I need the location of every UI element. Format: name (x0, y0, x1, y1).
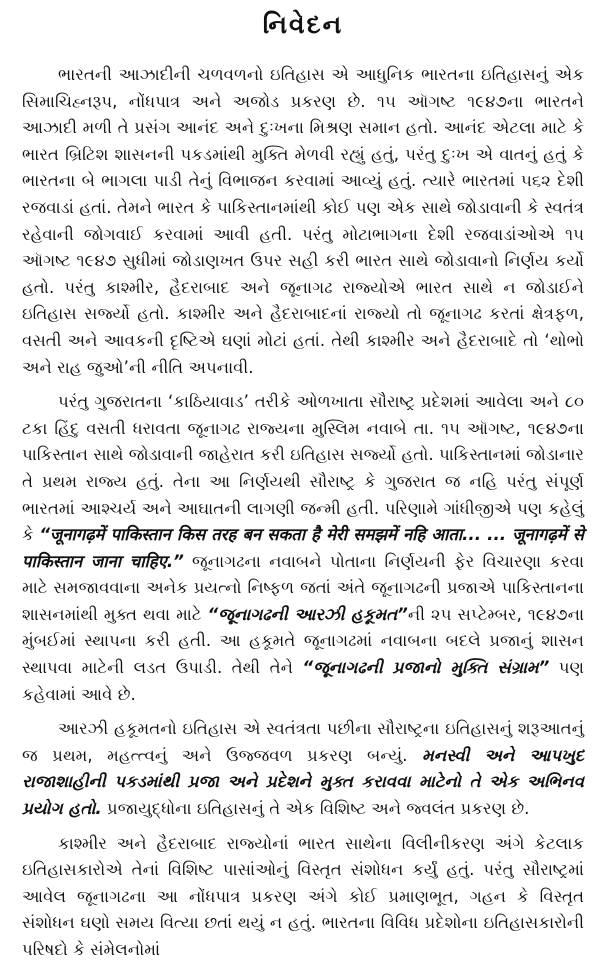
paragraph-text: પરંતુ ગુજરાતના ‘કાઠિયાવાડ’ તરીકે ઓળખાતા સૌરાષ્ટ્ર પ્રદેશમાં આવેલા અને ૮૦ ટકા હિંદુ વસતી ધરાવતા જૂનાગઢ રાજ્યના મુસ્લિમ નવાબે તા. ૧૫ ઑગષ્ટ, ૧૯૪૭ના પાકિસ્તાન સાથે જોડાવાની જાહેરાત કરી ઇતિહાસ સર્જ્યો હતો. પાકિસ્તાનમાં જોડાનાર તે પ્રથમ રાજ્ય હતું. તેના આ નિર્ણયથી સૌરાષ્ટ્ર કે ગુજરાત જ નહિ પરંતુ સંપૂર્ણ ભારતમાં આશ્ચર્ય અને આઘાતની લાગણી જન્મી હતી. પરિણામે ગાંધીજીએ પણ કહેલું કે (22, 392, 584, 545)
paragraph-text: ની ૨૫ સપ્ટેમ્બર, ૧૯૪૭ના મુંબઈમાં સ્થાપના કરી હતી. આ હકૂમતે જૂનાગઢમાં નવાબના બદલે પ્રજાનું શાસન સ્થાપવા માટેની લડત ઉપાડી. તેથી તેને (22, 604, 585, 678)
paragraph-text: પ્રજાયુદ્ધોના ઇતિહાસનું તે એક વિશિષ્ટ અને જ્વલંત પ્રકરણ છે. (101, 799, 530, 819)
emphasis-sentence: મનસ્વી અને આપખુદ રાજાશાહીની પકડમાંથી પ્રજા અને પ્રદેશને મુક્ત કરાવવા માટેનો તે એક અભિનવ પ્રયોગ હતો. (22, 745, 585, 819)
gandhi-quote: “जूनागढ़में पाकिस्तान किस तरह बन सकता है मेरी समझमें नहि आता... ... जूनागढ़में से पाकिस्तान जाना चाहिए.” (22, 525, 584, 571)
page-title: નિવેદન (262, 10, 344, 39)
paragraph-text: કાશ્મીર અને હૈદરાબાદ રાજ્યોનાં ભારત સાથેના વિલીનીકરણ અંગે કેટલાક ઇતિહાસકારોએ તેનાં વિશિષ્ટ પાસાંઓનું વિસ્તૃત સંશોધન કર્યું હતું. પરંતુ સૌરાષ્ટ્રમાં આવેલ જૂનાગઢના આ નોંધપાત્ર પ્રકરણ અંગે કોઈ પ્રમાણભૂત, ગહન કે વિસ્તૃત સંશોધન ઘણો સમય વિત્યા છતાં થયું ન હતું. ભારતના વિવિધ પ્રદેશોના ઇતિહાસકારોની પરિષદો કે સંમેલનોમાં (22, 833, 584, 959)
arzi-hakumat-term: “જૂનાગઢની આરઝી હકૂમત” (207, 604, 408, 624)
paragraph-4 (22, 831, 584, 964)
paragraph-text: જૂનાગઢના નવાબને પોતાના નિર્ણયની ફેર વિચારણા કરવા માટે સમજાવવાના અનેક પ્રયત્નો નિષ્ફળ જતાં અંતે જૂનાગઢની પ્રજાએ પાકિસ્તાનના શાસનમાંથી મુક્ત થવા માટે (22, 551, 585, 624)
paragraph-3 (22, 716, 584, 822)
paragraph-1 (22, 62, 584, 381)
paragraph-2 (22, 389, 584, 708)
mukti-sangram-term: “જૂનાગઢની પ્રજાનો મુક્તિ સંગ્રામ” (302, 658, 550, 678)
paragraph-text: પણ કહેવામાં આવે છે. (22, 658, 584, 704)
paragraph-text: ભારતની આઝાદીની ચળવળનો ઇતિહાસ એ આધુનિક ભારતના ઇતિહાસનું એક સિમાચિહ્નરૂપ, નોંધપાત્ર અને અજોડ પ્રકરણ છે. ૧૫ ઑગષ્ટ ૧૯૪૭ના ભારતને આઝાદી મળી તે પ્રસંગ આનંદ અને દુઃખના મિશ્રણ સમાન હતો. આનંદ એટલા માટે કે ભારત બ્રિટિશ શાસનની પકડમાંથી મુક્તિ મેળવી રહ્યું હતું, પરંતુ દુઃખ એ વાતનું હતું કે ભારતના બે ભાગલા પાડી તેનું વિભાજન કરવામાં આવ્યું હતું. ત્યારે ભારતમાં ૫૬૨ દેશી રજવાડાં હતાં. તેમને ભારત કે પાકિસ્તાનમાંથી કોઈ પણ એક સાથે જોડાવાની કે સ્વતંત્ર રહેવાની જોગવાઈ કરવામાં આવી હતી. પરંતુ મોટાભાગના દેશી રજવાડાંઓએ ૧૫ ઑગષ્ટ ૧૯૪૭ સુધીમાં જોડાણખત ઉપર સહી કરી ભારત સાથે જોડાવાનો નિર્ણય કર્યો હતો. પરંતુ કાશ્મીર, હૈદરાબાદ અને જૂનાગઢ રાજ્યોએ ભારત સાથે ન જોડાઈને ઇતિહાસ સર્જ્યો હતો. કાશ્મીર અને હૈદરાબાદનાં રાજ્યો તો જૂનાગઢ કરતાં ક્ષેત્રફળ, વસતી અને આવકની દૃષ્ટિએ ઘણાં મોટાં હતાં. તેથી કાશ્મીર અને હૈદરાબાદે તો ‘થોભો અને રાહ જુઓ’ની નીતિ અપનાવી. (22, 65, 585, 377)
paragraph-text: આરઝી હકૂમતનો ઇતિહાસ એ સ્વતંત્રતા પછીના સૌરાષ્ટ્રના ઇતિહાસનું શરૂઆતનું જ પ્રથમ, મહત્ત્વનું અને ઉજ્જવળ પ્રકરણ બન્યું. (22, 719, 584, 765)
